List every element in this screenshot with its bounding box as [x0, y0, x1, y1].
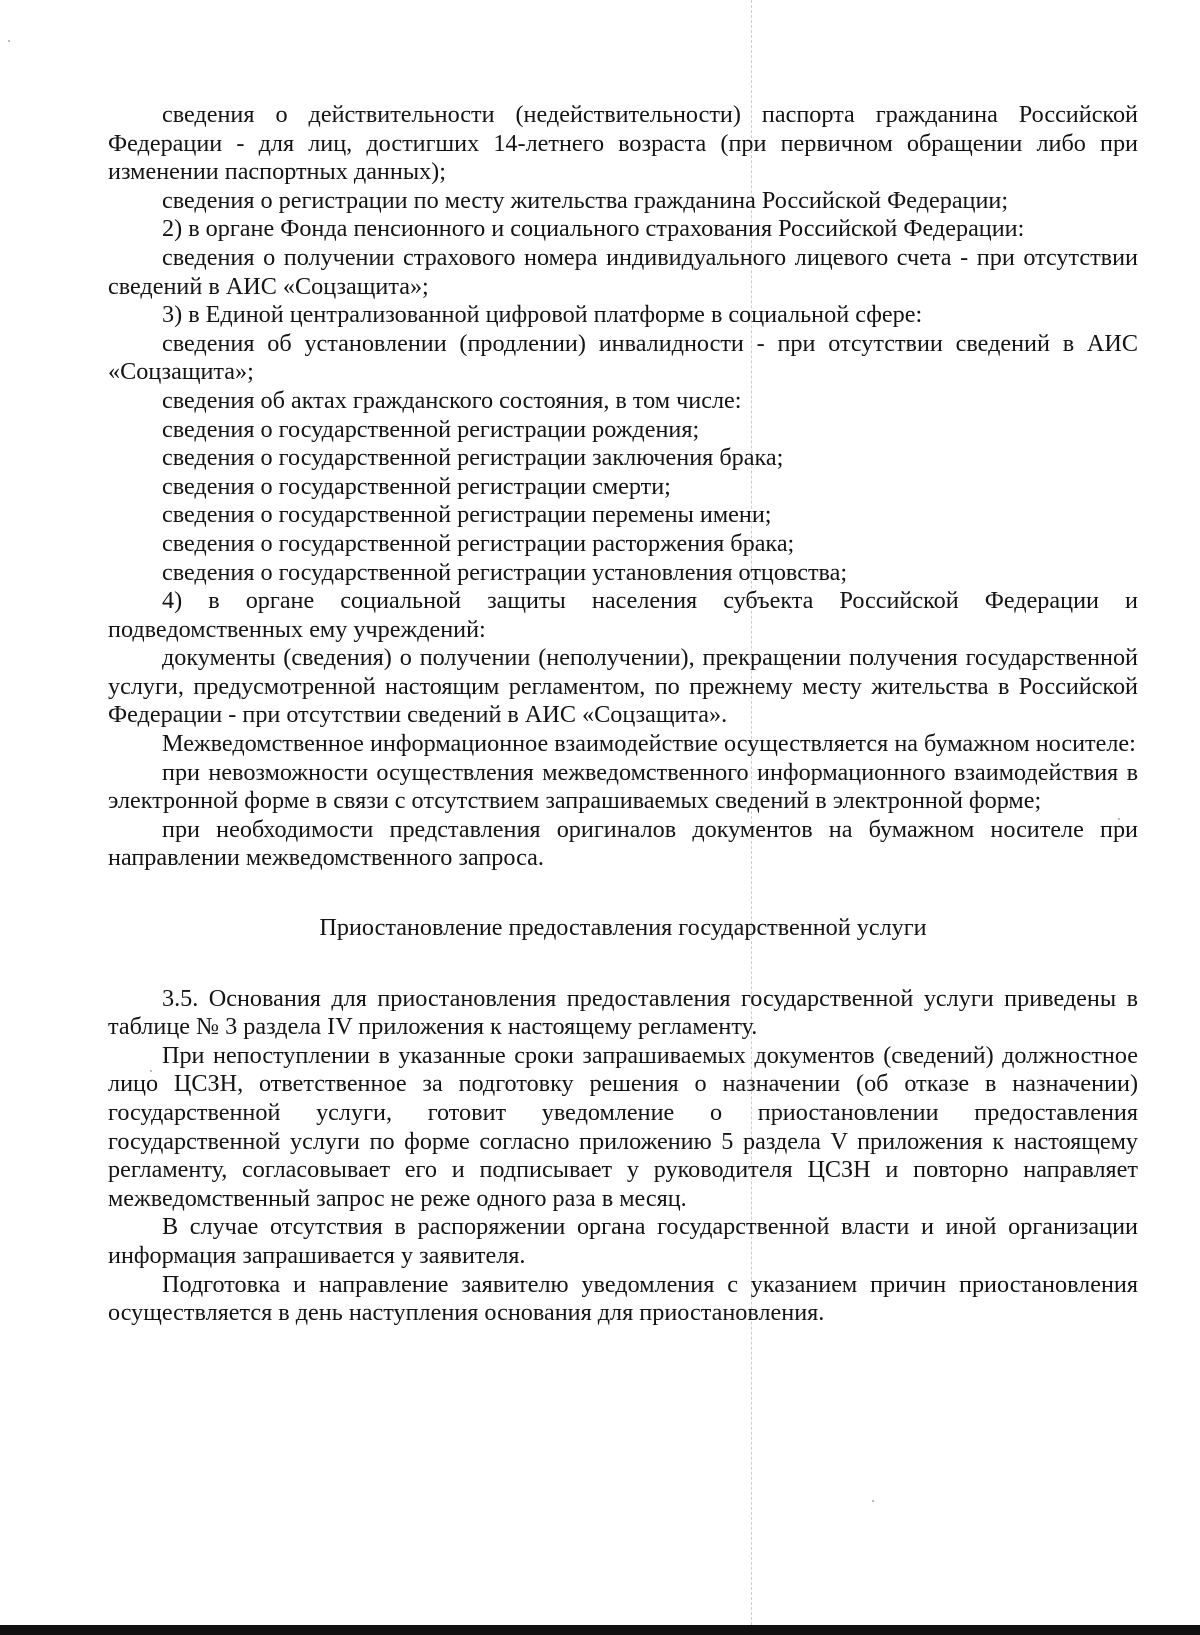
scan-speck	[8, 40, 10, 42]
paragraph: 3) в Единой централизованной цифровой платформе в социальной сфере:	[162, 301, 923, 329]
paragraph: Межведомственное информационное взаимодействие осуществляется на бумажном носителе:	[162, 730, 1136, 758]
paragraph: при невозможности осуществления межведомственного информационного взаимодействия в электронной форме в связи с отсутствием запрашиваемых сведений в электронной форме;	[108, 758, 1138, 815]
paragraph: 4) в органе социальной защиты населения субъекта Российской Федерации и подведомственных ему учреждений:	[108, 587, 1138, 643]
paragraph: сведения о государственной регистрации рождения;	[162, 415, 700, 443]
document-page	[108, 101, 1138, 1328]
paragraph: Подготовка и направление заявителю уведомления с указанием причин приостановления осуществляется в день наступления основания для приостановления.	[108, 1270, 1138, 1327]
document-body-bottom	[108, 985, 1138, 1328]
paragraph: сведения о регистрации по месту жительства гражданина Российской Федерации;	[162, 186, 1009, 214]
paragraph: 2) в органе Фонда пенсионного и социального страхования Российской Федерации:	[162, 215, 1025, 243]
paragraph: сведения об установлении (продлении) инвалидности - при отсутствии сведений в АИС «Соцзащита»;	[108, 329, 1138, 386]
paragraph: сведения о государственной регистрации заключения брака;	[162, 444, 784, 472]
scan-speck	[872, 1500, 874, 1502]
paragraph: сведения о государственной регистрации перемены имени;	[162, 501, 772, 529]
paragraph: 3.5. Основания для приостановления предоставления государственной услуги приведены в таблице № 3 раздела IV приложения к настоящему регламенту.	[108, 984, 1138, 1041]
paragraph: сведения о действительности (недействительности) паспорта гражданина Российской Федерации - для лиц, достигших 14-летнего возраста (при первичном обращении либо при изменении паспортных данных);	[108, 101, 1138, 186]
paragraph: сведения о государственной регистрации смерти;	[162, 472, 671, 500]
paragraph: сведения об актах гражданского состояния, в том числе:	[162, 386, 742, 414]
document-body-top	[108, 101, 1138, 873]
paragraph: сведения о государственной регистрации расторжения брака;	[162, 529, 795, 557]
scan-bottom-edge	[0, 1625, 1200, 1635]
paragraph: документы (сведения) о получении (неполучении), прекращении получения государственной услуги, предусмотренной настоящим регламентом, по прежнему месту жительства в Российской Федерации - при отсутствии сведений в АИС «Соцзащита».	[108, 644, 1138, 729]
paragraph: сведения о получении страхового номера индивидуального лицевого счета - при отсутствии сведений в АИС «Соцзащита»;	[108, 243, 1138, 300]
paragraph: В случае отсутствия в распоряжении органа государственной власти и иной организации информация запрашивается у заявителя.	[108, 1213, 1138, 1269]
section-heading: Приостановление предоставления государственной услуги	[319, 914, 927, 942]
paragraph: При непоступлении в указанные сроки запрашиваемых документов (сведений) должностное лицо ЦСЗН, ответственное за подготовку решения о назначении (об отказе в назначении) государственной услуги, готовит уведомление о приостановлении предоставления государственной услуги по форме согласно приложению 5 раздела V приложения к настоящему регламенту, согласовывает его и подписывает у руководителя ЦСЗН и повторно направляет межведомственный запрос не реже одного раза в месяц.	[108, 1041, 1138, 1212]
paragraph: при необходимости представления оригиналов документов на бумажном носителе при направлении межведомственного запроса.	[108, 815, 1138, 872]
paragraph: сведения о государственной регистрации установления отцовства;	[162, 558, 848, 586]
